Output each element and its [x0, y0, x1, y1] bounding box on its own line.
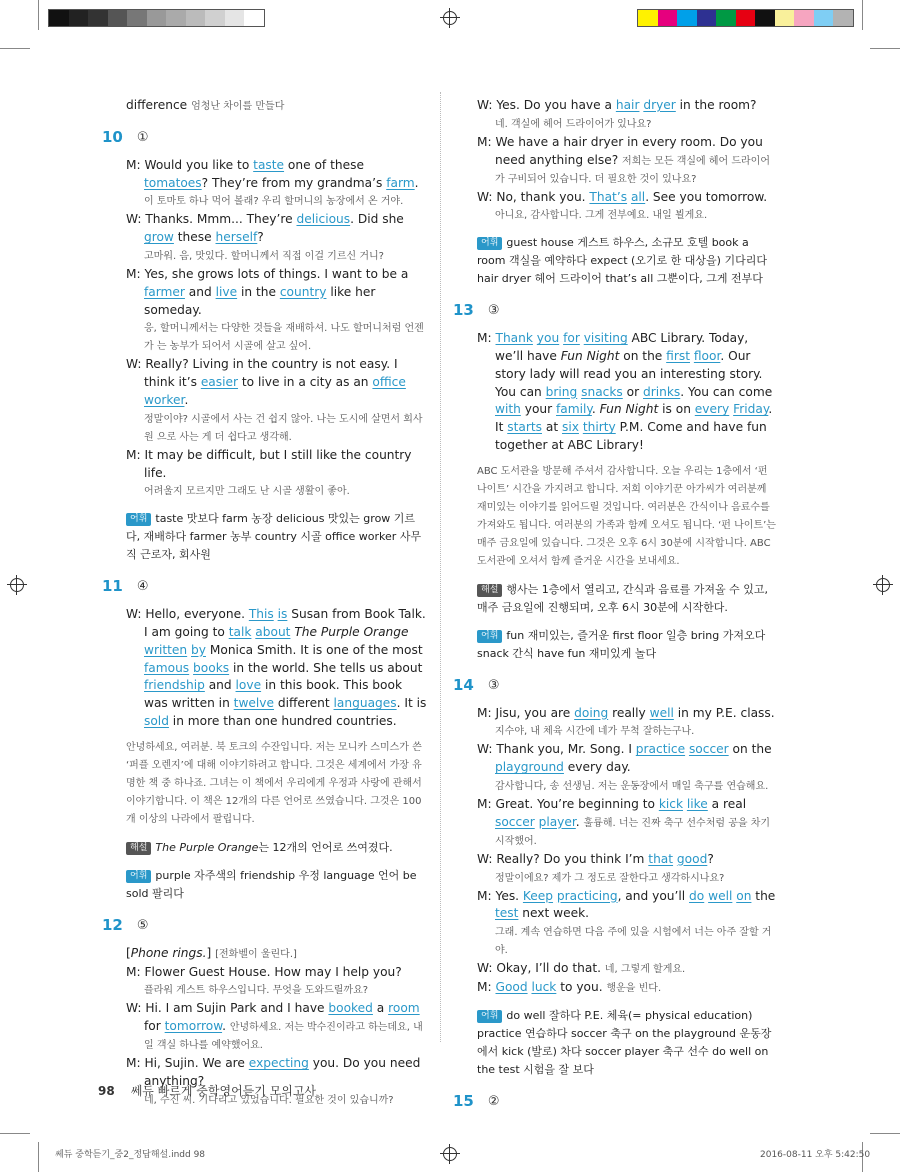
color-swatch [697, 10, 717, 26]
slug-file: 쎄듀 중학듣기_중2_정답해설.indd 98 [55, 1150, 206, 1160]
question-14-header: 14 ③ [453, 675, 500, 694]
dialogue-line: W: Hi. I am Sujin Park and I have booked a room for tomorrow. 안녕하세요. 저는 박수진이라고 하는데요, 내일 객실 하나를 예약했어요. [126, 1001, 423, 1052]
book-title: 쎄듀 빠르게 중학영어듣기 모의고사 [130, 1084, 317, 1098]
right-column [453, 97, 777, 1121]
dialogue-line: M: Yes, she grows lots of things. I want to be a farmer and live in the country like her someday. 응, 할머니께서는 다양한 것들을 재배하셔. 나도 할머니처럼 언젠가 는 농부가 되어서 시골에 살고 싶어. [126, 266, 424, 353]
crop-mark [38, 0, 39, 30]
crop-mark [0, 1133, 30, 1134]
explain-note: 해설 The Purple Orange는 12개의 언어로 쓰여졌다. [126, 839, 428, 857]
vocab-tag: 어휘 [477, 630, 502, 643]
color-swatch [755, 10, 775, 26]
question-11-header: 11 ④ [102, 577, 149, 596]
page-number: 98 [98, 1084, 115, 1098]
question-10-header: 10 ① [102, 128, 149, 146]
dialogue-line: W: Really? Do you think I’m that good? 정말이에요? 제가 그 정도로 잘한다고 생각하시나요? [477, 851, 725, 884]
question-12-header: 12 ⑤ [102, 915, 149, 934]
color-swatch [833, 10, 853, 26]
vocab-note: 어휘 purple 자주색의 friendship 우정 language 언어 be sold 팔리다 [126, 868, 417, 900]
crop-mark [38, 1142, 39, 1172]
monologue: W: Hello, everyone. This is Susan from Book Talk. I am going to talk about The Purple Orange written by Monica Smith. It is one of the most famous books in the world. She tells us about friendship and love in this book. This book was written in twelve different languages. It is sold in more than one hundred countries. [126, 607, 427, 728]
vocab-tag: 어휘 [126, 513, 151, 526]
crop-mark [870, 48, 900, 49]
color-swatch [677, 10, 697, 26]
translation: 안녕하세요, 여러분. 북 토크의 수잔입니다. 저는 모니카 스미스가 쓴 ‘퍼플 오렌지’에 대해 이야기하려고 합니다. 그것은 세계에서 가장 유명한 책 중 하나죠. 그녀는 이 책에서 우리에게 우정과 사랑에 관해서 이야기합니다. 이 책은 12개의 다른 언어로 쓰였습니다. 그것은 100개 이상의 나라에서 팔립니다. [126, 741, 422, 825]
explain-tag: 해설 [126, 842, 151, 855]
explain-tag: 해설 [477, 584, 502, 597]
vocab-note: 어휘 guest house 게스트 하우스, 소규모 호텔 book a room 객실을 예약하다 expect (오기로 한 대상을) 기다리다 hair dryer 헤어 드라이어 that’s all 그뿐이다, 그게 전부다 [477, 236, 767, 286]
registration-mark-left [10, 578, 24, 592]
color-swatch [716, 10, 736, 26]
color-bar [637, 9, 854, 27]
crop-mark [870, 1133, 900, 1134]
monologue: M: Thank you for visiting ABC Library. Today, we’ll have Fun Night on the first floor. Our story lady will read you an interesting story. You can bring snacks or drinks. You can come with your family. Fun Night is on every Friday. It starts at six thirty P.M. Come and have fun together at ABC Library! [477, 331, 773, 452]
carry-line: difference 엄청난 차이를 만들다 [126, 98, 285, 112]
dialogue-line: W: Thanks. Mmm... They’re delicious. Did she grow these herself? 고마워. 음, 맛있다. 할머니께서 직접 이걸 기르신 거니? [126, 212, 404, 262]
vocab-note: 어휘 do well 잘하다 P.E. 체육(= physical education) practice 연습하다 soccer 축구 on the playground 운동장에서 kick (발로) 차다 soccer player 축구 선수 do well on the test 시험을 잘 보다 [477, 1009, 772, 1077]
registration-mark-top [443, 11, 457, 25]
explain-note: 해설 행사는 1층에서 열리고, 간식과 음료를 가져올 수 있고, 매주 금요일에 진행되며, 오후 6시 30분에 시작한다. [477, 582, 769, 614]
dialogue-line: M: It may be difficult, but I still like the country life. 어려울지 모르지만 그래도 난 시골 생활이 좋아. [126, 447, 412, 498]
vocab-tag: 어휘 [126, 870, 151, 883]
dialogue-line: W: No, thank you. That’s all. See you tomorrow. 아니요, 감사합니다. 그게 전부예요. 내일 뵐게요. [477, 189, 768, 222]
gray-swatch [166, 10, 186, 26]
registration-mark-right [876, 578, 890, 592]
dialogue-line: M: Great. You’re beginning to kick like a real soccer player. 훌륭해. 너는 진짜 축구 선수처럼 공을 차기 시작했어. [477, 796, 771, 847]
gray-swatch [205, 10, 225, 26]
question-15-header: 15 ② [453, 1092, 500, 1111]
gray-swatch [186, 10, 206, 26]
color-swatch [794, 10, 814, 26]
gray-swatch [147, 10, 167, 26]
page-footer [98, 1082, 316, 1099]
color-swatch [638, 10, 658, 26]
crop-mark [862, 0, 863, 30]
gray-swatch [225, 10, 245, 26]
gray-swatch [244, 10, 264, 26]
dialogue-line: M: Good luck to you. 행운을 빈다. [477, 980, 662, 995]
slug-date: 2016-08-11 오후 5:42:50 [760, 1150, 871, 1160]
color-swatch [658, 10, 678, 26]
dialogue-line: M: Would you like to taste one of these tomatoes? They’re from my grandma’s farm. 이 토마토 하나 먹어 볼래? 우리 할머니의 농장에서 온 거야. [126, 157, 419, 208]
dialogue-line: M: Flower Guest House. How may I help you? 플라워 게스트 하우스입니다. 무엇을 도와드릴까요? [126, 964, 402, 997]
dialogue-line: M: We have a hair dryer in every room. Do you need anything else? 저희는 모든 객실에 헤어 드라이어가 구비되어 있습니다. 더 필요한 것이 있나요? [477, 134, 771, 185]
vocab-tag: 어휘 [477, 1010, 502, 1023]
color-swatch [775, 10, 795, 26]
vocab-tag: 어휘 [477, 237, 502, 250]
column-divider [440, 92, 441, 1042]
gray-swatch [49, 10, 69, 26]
dialogue-line: M: Yes. Keep practicing, and you’ll do well on the test next week. 그래. 계속 연습하면 다음 주에 있을 시험에서 너는 아주 잘할 거야. [477, 888, 776, 957]
dialogue-line: W: Okay, I’ll do that. 네, 그렇게 할게요. [477, 961, 686, 976]
question-13-header: 13 ③ [453, 301, 500, 320]
gray-swatch [108, 10, 128, 26]
dialogue-line: W: Yes. Do you have a hair dryer in the room? 네. 객실에 헤어 드라이어가 있나요? [477, 98, 757, 130]
registration-mark-bottom [443, 1147, 457, 1161]
dialogue-line: M: Jisu, you are doing really well in my P.E. class. 지수야, 내 체육 시간에 네가 무척 잘하는구나. [477, 705, 775, 738]
dialogue-line: W: Thank you, Mr. Song. I practice soccer on the playground every day. 감사합니다, 송 선생님. 저는 운동장에서 매일 축구를 연습해요. [477, 742, 772, 792]
gray-swatch [88, 10, 108, 26]
vocab-note: 어휘 taste 맛보다 farm 농장 delicious 맛있는 grow 기르다, 재배하다 farmer 농부 country 시골 office worker 사무직 근로자, 회사원 [126, 512, 422, 562]
translation: ABC 도서관을 방문해 주셔서 감사합니다. 오늘 우리는 1층에서 ‘펀 나이트’ 시간을 가지려고 합니다. 저희 이야기꾼 아가씨가 여러분께 재미있는 이야기를 읽어드릴 것입니다. 여러분은 간식이나 음료수를 가져와도 됩니다. 여러분의 가족과 함께 오셔도 됩니다. ‘펀 나이트’는 매주 금요일에 있습니다. 그것은 오후 6시 30분에 시작합니다. ABC 도서관에 오셔서 함께 즐거운 시간을 보내세요. [477, 465, 776, 567]
stage-direction: [Phone rings.] [전화벨이 울린다.] [126, 945, 297, 960]
crop-mark [0, 48, 30, 49]
vocab-note: 어휘 fun 재미있는, 즐거운 first floor 일층 bring 가져오다 snack 간식 have fun 재미있게 놀다 [477, 628, 766, 660]
color-swatch [736, 10, 756, 26]
grayscale-bar [48, 9, 265, 27]
gray-swatch [69, 10, 89, 26]
dialogue-line: M: Hi, Sujin. We are expecting you. Do you need anything? 네, 수진 씨. 기다리고 있었습니다. 필요한 것이 있습니까? [126, 1056, 421, 1106]
gray-swatch [127, 10, 147, 26]
color-swatch [814, 10, 834, 26]
dialogue-line: W: Really? Living in the country is not easy. I think it’s easier to live in a city as an office worker. 정말이야? 시골에서 사는 건 쉽지 않아. 나는 도시에 살면서 회사원 으로 사는 게 더 쉽다고 생각해. [126, 357, 423, 443]
